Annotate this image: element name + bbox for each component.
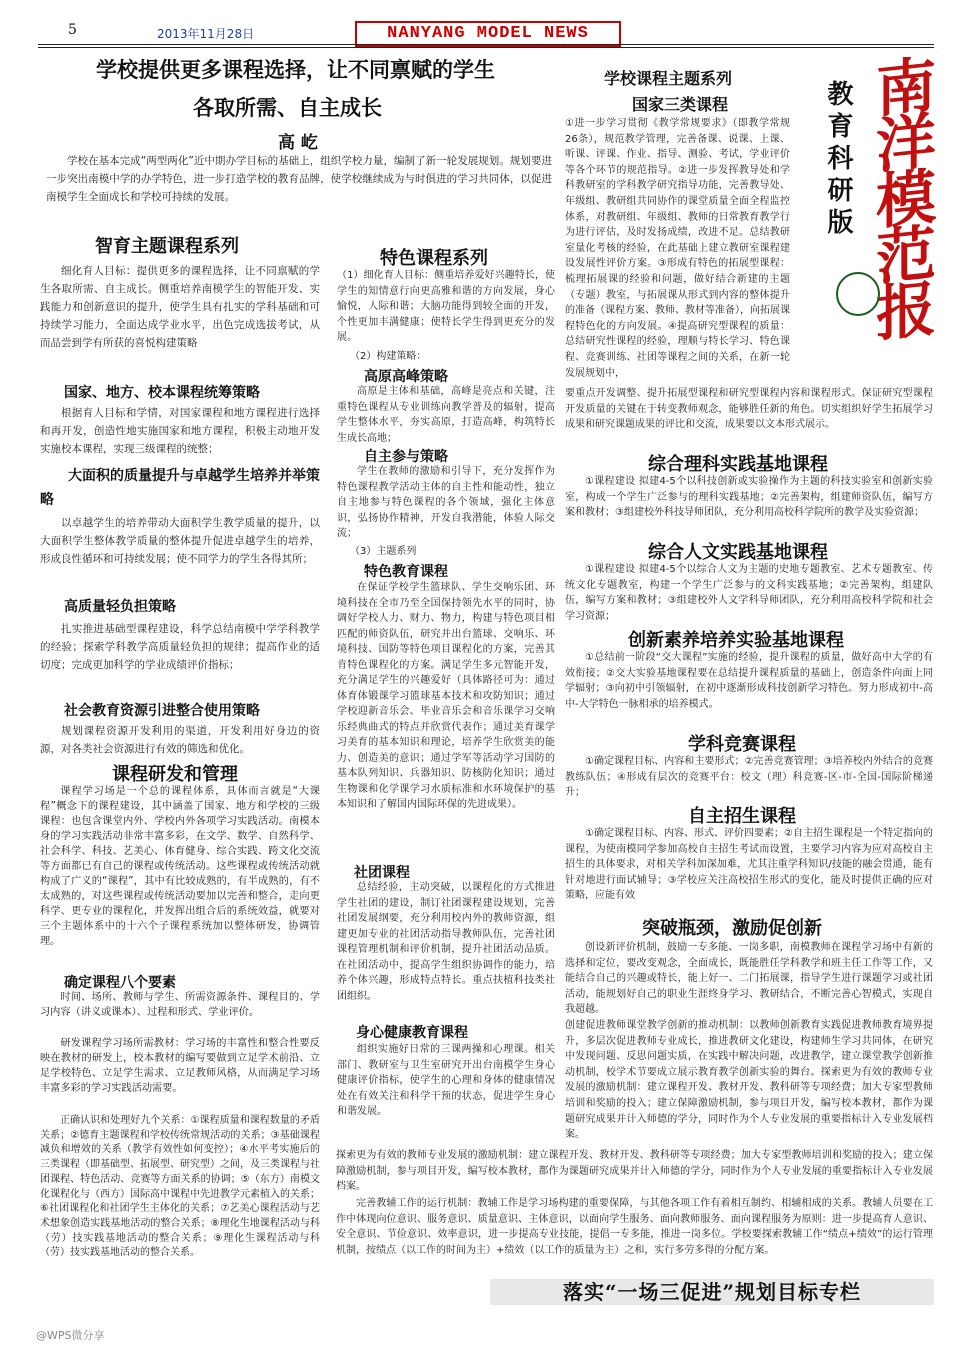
col3-s7-text3: 探索更为有效的教师专业发展的激励机制：建立课程开发、教材开发、教科研等专项经费；加大专家型教师培训和奖励的投入；建立保障激励机制，参与项目开发，编写校本教材，都作为课题研究成果并计入师德的学分，同时作为个人专业发展的重要指标计入专业发展档案。 bbox=[336, 1150, 933, 1193]
col2-s3-title: 特色教育课程 bbox=[364, 564, 448, 580]
col2-s1-title: 高原高峰策略 bbox=[364, 369, 448, 385]
col2-s1-text: 高原是主体和基础，高峰是亮点和关键，注重特色课程从专业训练向教学普及的辐射，提高学生整体水平，夯实高原，打造高峰，构筑特长生成长高地； bbox=[337, 386, 555, 444]
edition-label: 教育科研版 bbox=[823, 80, 853, 240]
lead-headline-line1: 学校提供更多课程选择，让不同禀赋的学生 bbox=[96, 57, 495, 82]
page-number: 5 bbox=[68, 22, 77, 38]
col3-s2-text: ①课程建设 拟建4-5个以科技创新或实验操作为主题的科技实验室和创新实验室，构成一个学生广泛参与的理科实践基地；②完善架构，组建师资队伍，编写方案和教材；③组建校外科技导师团队，充分利用高校科学院所的教学及实验资源； bbox=[565, 476, 933, 519]
lead-author: 高 屹 bbox=[278, 133, 318, 153]
col3-s7-text2: 创建促进教师课堂教学创新的推动机制：以教师创新教育实践促进教师教育境界提升，多层次促进教师专业成长，推进教研文化建设，构建师生学习共同体，在研究中发现问题、反思问题实质，在实践中解决问题，改进教学，建立课堂教学创新推动机制，校学术节要成立展示教育教学创新实验的舞台。探索更为有效的教师专业发展的激励机制：建立课程开发、教材开发、教科研等专项经费；加大专家型教师培训和奖励的投入；建立保障激励机制，参与项目开发，编写校本教材，都作为课题研究成果并计入师德的学分，同时作为个人专业发展的重要指标计入专业发展档案。 bbox=[565, 1020, 933, 1141]
wps-watermark: @WPS微分享 bbox=[36, 1329, 105, 1342]
col3-s2-title: 综合理科实践基地课程 bbox=[648, 454, 828, 475]
col3-s5-text: ①确定课程目标、内容和主要形式；②完善竞赛管理；③培养校内外结合的竞赛教练队伍；④形成有层次的竞赛平台：校文（理）科竞赛-区-市-全国-国际阶梯递升； bbox=[565, 756, 933, 799]
col1-s7-text: 时间、场所、教师与学生、所需资源条件、课程目的、学习内容（讲义或课本）、过程和形式、学业评价。 bbox=[40, 992, 320, 1018]
col1-s4-text: 扎实推进基础型课程建设，科学总结南模中学学科教学的经验；探索学科教学高质量轻负担的规律；提高作业的适切度；完成更加科学的学业成绩评价指标； bbox=[40, 623, 320, 671]
col1-s5-title: 社会教育资源引进整合使用策略 bbox=[64, 703, 260, 719]
col2-s2-text: 学生在教师的激励和引导下，充分发挥作为特色课程教学活动主体的自主性和能动性，独立自主地参与特色课程的各个领域，强化主体意识，弘扬协作精神，开发自我潜能，体验人际交流； bbox=[337, 466, 555, 539]
col3-s1-text: ①进一步学习贯彻《教学常规要求》（即教学常规26条），规范教学管理，完善备课、说课、上课、听课、评课、作业、指导、测验、考试，学业评价等各个环节的规范指导。②进一步发挥教导处和学科教研室的学科教学研究指导功能，完善教导处、年级组、教研组共同协作的课堂质量全面全程监控体系，对教研组、年级组、教师的日常教育教学行为进行评估，及时发扬成绩，改进不足。总结教研室量化考核的经验，在此基础上建立教研室课程建设发展性评价方案。③形成有特色的拓展型课程：梳理拓展课的经验和问题，做好结合新建的主题（专题）教室，与拓展课从形式到内容的整体提升的准备（课程方案、教师、教材等准备），向拓展课程特色化的方向发展。④提高研究型课程的质量：总结研究性课程的经验，理顺与特长学习、特色课程、竞赛训练、社团等课程之间的关系，在新一轮发展规划中， bbox=[565, 118, 790, 379]
footer-banner: 落实“一场三促进”规划目标专栏 bbox=[490, 1279, 934, 1305]
col3-s1-text-wide: 要重点开发调整、提升拓展型课程和研究型课程内容和课程形式。保证研究型课程开发质量的关键在于转变教师观念，能够胜任新的角色。切实组织好学生拓展学习成果和研究课题成果的评比和交流，成果要以文本形式展示。 bbox=[565, 388, 933, 431]
col1-s5-text: 规划课程资源开发利用的渠道，开发利用好身边的资源，对各类社会资源进行有效的筛选和优化。 bbox=[40, 725, 320, 755]
col3-s6-title: 自主招生课程 bbox=[688, 806, 796, 827]
col3-s7-text: 创设新评价机制，鼓励一专多能、一岗多职，南模教师在课程学习场中有新的选择和定位，要改变观念，全面成长，既能胜任学科教学和班主任工作等工作，又能结合自己的兴趣或特长，能上好一、二门拓展课，指导学生进行课题学习或社团活动，能规划好自己的职业生涯终身学习、教研结合，不断完善心智模式，实现自我超越。 bbox=[565, 942, 933, 1016]
col2-s4-title: 社团课程 bbox=[354, 865, 410, 881]
col3-s7-title: 突破瓶颈，激励促创新 bbox=[642, 918, 822, 939]
col1-s7-text3: 正确认识和处理好九个关系：①课程质量和课程数量的矛盾关系；②德育主题课程和学校传统常规活动的关系；③基础课程减负和增效的关系（教学有效性如何变控）；④水平考实施后的三类课程（即基础型、拓展型、研究型）之间，及三类课程与社团课程、特色活动、竞赛等方面关系的协调；⑤（东方）南模文化课程化与（西方）国际高中课程中先进教学元素植入的关系；⑥社团课程化和社团学生主体化的关系；⑦艺美心课程活动与艺术想象创造实践基地活动的整合关系；⑧理化生地课程活动与科（劳）技实践基地活动的整合关系；⑨理化生课程活动与科（劳）技实践基地活动的整合关系。 bbox=[40, 1115, 320, 1259]
col2-s4-text: 总结经验，主动突破，以课程化的方式推进学生社团的建设，制订社团课程建设规划，完善社团发展纲要，充分利用校内外的教师资源，组建更加专业的社团活动指导教师队伍，完善社团课程管理机制和评价机制，提升社团活动品质。在社团活动中，提高学生组织协调作的能力，培养个体兴趣，形成特点特长。重点扶植科技类社团组织。 bbox=[337, 882, 555, 1002]
lead-headline-line2: 各取所需、自主成长 bbox=[193, 95, 382, 120]
col1-s6-text: 课程学习场是一个总的课程体系，具体而言就是“大课程”概念下的课程建设，其中涵盖了国家、地方和学校的三级课程：也包含课堂内外、学校内外各项学习实践活动。南模本身的学习实践活动非常丰富多彩，在文学、数学、自然科学、社会科学、科技、艺美心、体育健身、综合实践、跨文化交流等方面都已有自己的课程或传统活动。这些课程或传统活动就构成了广义的“课程”，其中有比较成熟的，有半成熟的，有不太成熟的，对这些课程或传统活动要加以完善和整合，走向更科学、更专业的课程化，并发挥出组合后的系统效益，就要对三个主题体系中的十六个子课程系统加以整体研发，协调管理。 bbox=[40, 786, 320, 947]
col1-s3-title: 大面积的质量提升与卓越学生培养并举策略 bbox=[40, 468, 320, 508]
col3-s7-text4: 完善教辅工作的运行机制：教辅工作是学习场构建的重要保障，与其他各项工作有着相互制约、相辅相成的关系。教辅人员要在工作中体现向位意识、服务意识、质量意识、主体意识，以面向学生服务、面向教师服务、面向课程服务为原则：进一步提高育人意识、安全意识、节俭意识、效率意识，进一步提高专业技能，提倡一专多能，推进一岗多位。学校要探索教辅工作“绩点+绩效”的运行管理机制，按绩点（以工作的时间为主）+绩效（以工作的质量为主）之和，实行多劳多得的分配方案。 bbox=[336, 1198, 933, 1256]
col2-s2-title: 自主参与策略 bbox=[364, 449, 448, 465]
col2-p3: （3）主题系列 bbox=[350, 546, 417, 557]
lead-intro: 学校在基本完成“两型两化”近中期办学目标的基础上，组织学校力量，编制了新一轮发展规划。规划要进一步突出南模中学的办学特色，进一步打造学校的教育品牌，使学校继续成为与时俱进的学习共同体，以促进南模学生全面成长和学校可持续的发展。 bbox=[46, 155, 552, 203]
col2-s3-text: 在保证学校学生篮球队、学生交响乐团、环境科技在全市乃至全国保持领先水平的同时，协调好学校人力、财力、物力，构建与特色项目相匹配的师资队伍，研究并出台篮球、交响乐、环境科技、国防等特色项目课程化的方案，完善其肯特色课程化的方案。满足学生多元智能开发，充分满足学生的兴趣爱好（具体路径可为：通过体育体锻课学习篮球基本技术和攻防知识；通过学校迎新音乐会、毕业音乐会和音乐课学习交响乐经典曲式的特点并欣赏代表作；通过美育课学习美育的基本知识和理论，培养学生欣赏美的能力、创造美的意识；通过学军等活动学习国防的基本队列知识、兵器知识、防核防化知识；通过生物课和化学课学习水质标准和水环境保护的基本知识和了解国内国际环保的先进成果）。 bbox=[337, 582, 555, 810]
header-rule-2 bbox=[38, 47, 934, 48]
col2-title: 特色课程系列 bbox=[380, 248, 488, 269]
col3-s3-text: ①课程建设 拟建4-5个以综合人文为主题的史地专题教室、艺术专题教室、传统文化专题教室，构建一个学生广泛参与的文科实践基地；②完善架构，组建队伍，编写方案和教材；③组建校外人文学科导师团队，充分利用高校科学院和社会学习资源； bbox=[565, 564, 933, 622]
col3-s5-title: 学科竞赛课程 bbox=[688, 734, 796, 755]
school-emblem-icon bbox=[836, 272, 880, 316]
col3-s4-text: ①总结前一阶段“交大课程”实施的经验，提升课程的质量，做好高中大学的有效衔接；②交大实验基地课程要在总结提升课程质量的基础上，创造条件向面上同学辐射；③向初中引领辐射，在初中逐渐形成科技创新学习特色。努力形成初中-高中-大学特色一脉相承的培养模式。 bbox=[565, 652, 933, 710]
col3-s3-title: 综合人文实践基地课程 bbox=[648, 542, 828, 563]
col1-s2-title: 国家、地方、校本课程统筹策略 bbox=[64, 385, 260, 401]
col1-s1-title: 智育主题课程系列 bbox=[95, 236, 239, 257]
col3-series-title: 学校课程主题系列 bbox=[604, 69, 733, 88]
col1-s1-text: 细化育人目标：提供更多的课程选择，让不同禀赋的学生各取所需、自主成长。侧重培养南模学生的智能开发、实践能力和创新意识的提升，使学生具有扎实的学科基础和可持续学习能力，全面达成学业水平，出色完成选拔考试，从而品尝到学有所获的喜悦构建策略 bbox=[40, 265, 320, 349]
col2-p1: （1）细化育人目标：侧重培养爱好兴趣特长，使学生的知情意行向更高雅和谐的方向发展，身心愉悦，人际和谐；大脑功能得到较全面的开发，个性更加丰满健康；使特长学生得到更充分的发展。 bbox=[337, 270, 555, 343]
issue-date: 2013年11月28日 bbox=[157, 27, 255, 41]
col1-s6-title: 课程研发和管理 bbox=[112, 764, 238, 785]
col3-s6-text: ①确定课程目标、内容、形式、评价四要素；②自主招生课程是一个特定指向的课程，为使南模同学参加高校自主招生考试而设置，主要学习内容为应对高校自主招生的具体要求，对相关学科加深加难，尤其注重学科知识/技能的融会贯通，能有针对地进行面试辅导；③学校应关注高校招生形式的变化，能及时提供正确的应对策略，应能有效 bbox=[565, 828, 933, 902]
col3-s4-title: 创新素养培养实验基地课程 bbox=[628, 630, 844, 651]
col1-s7-title: 确定课程八个要素 bbox=[64, 975, 176, 991]
paper-name: NANYANG MODEL NEWS bbox=[355, 21, 621, 47]
col1-s4-title: 高质量轻负担策略 bbox=[64, 599, 176, 615]
col2-s5-title: 身心健康教育课程 bbox=[356, 1025, 468, 1041]
col1-s2-text: 根据育人目标和学情，对国家课程和地方课程进行选择和再开发，创造性地实施国家和地方课程，积极主动地开发实施校本课程，实现三级课程的统整； bbox=[40, 407, 320, 455]
col3-s1-title: 国家三类课程 bbox=[632, 95, 729, 114]
col1-s7-text2: 研发课程学习场所需教材：学习场的丰富性和整合性要反映在教材的研发上，校本教材的编写要做到立足学术前沿、立足学校特色、立足学生需求、立足教师风格，从而满足学习场丰富多彩的学习实践活动需要。 bbox=[40, 1038, 320, 1094]
col2-p2: （2）构建策略： bbox=[350, 351, 427, 362]
col1-s3-text: 以卓越学生的培养带动大面积学生教学质量的提升，以大面积学生整体教学质量的整体提升促进卓越学生的培养，形成良性循环和可持续发展；使不同学力的学生各得其所； bbox=[40, 517, 320, 565]
masthead-title: 南洋模范报 bbox=[866, 52, 936, 340]
col2-s5-text: 组织实施好日常的三课两操和心理课。相关部门、教研室与卫生室研究开出台南模学生身心健康评价指标，使学生的心理和身体的健康情况处在有效关注和科学干预的状态，促进学生身心和谐发展。 bbox=[337, 1044, 555, 1117]
header-rule bbox=[38, 44, 934, 45]
